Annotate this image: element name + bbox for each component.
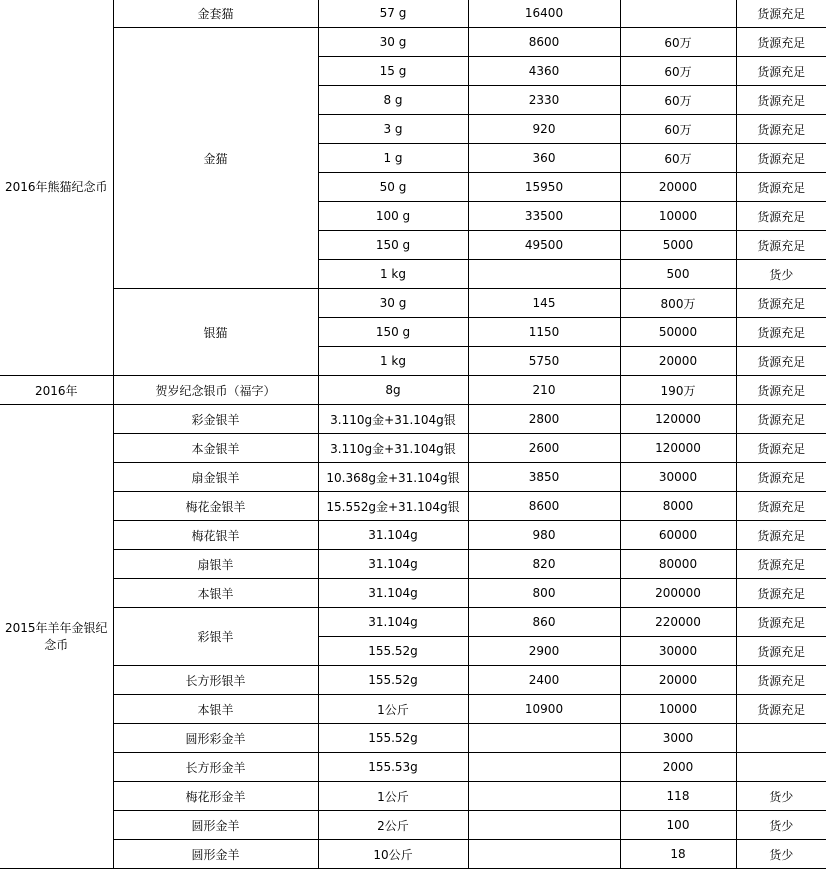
status-cell: 货源充足 (736, 521, 826, 550)
price-cell (468, 260, 620, 289)
spec-cell: 150 g (318, 318, 468, 347)
product-cell: 长方形金羊 (113, 753, 318, 782)
spec-cell: 1 kg (318, 260, 468, 289)
mintage-cell: 60万 (620, 57, 736, 86)
price-cell: 360 (468, 144, 620, 173)
spec-cell: 8g (318, 376, 468, 405)
category-cell: 2016年熊猫纪念币 (0, 0, 113, 376)
price-cell: 2800 (468, 405, 620, 434)
spec-cell: 1公斤 (318, 695, 468, 724)
table-row (0, 0, 826, 28)
table-row (0, 550, 826, 579)
category-cell: 2016年 (0, 376, 113, 405)
spec-cell: 3 g (318, 115, 468, 144)
status-cell (736, 753, 826, 782)
spec-cell: 1公斤 (318, 782, 468, 811)
spec-cell: 57 g (318, 0, 468, 28)
mintage-cell: 20000 (620, 347, 736, 376)
mintage-cell: 190万 (620, 376, 736, 405)
table-row (0, 463, 826, 492)
price-cell: 10900 (468, 695, 620, 724)
price-cell: 3850 (468, 463, 620, 492)
table-row (0, 405, 826, 434)
product-cell: 贺岁纪念银币（福字） (113, 376, 318, 405)
mintage-cell: 60000 (620, 521, 736, 550)
status-cell: 货源充足 (736, 144, 826, 173)
spec-cell: 10.368g金+31.104g银 (318, 463, 468, 492)
spec-cell: 150 g (318, 231, 468, 260)
status-cell: 货源充足 (736, 289, 826, 318)
status-cell: 货源充足 (736, 434, 826, 463)
status-cell: 货源充足 (736, 376, 826, 405)
price-cell: 2600 (468, 434, 620, 463)
mintage-cell: 3000 (620, 724, 736, 753)
table-row (0, 724, 826, 753)
price-cell: 8600 (468, 492, 620, 521)
product-cell: 本银羊 (113, 695, 318, 724)
mintage-cell: 10000 (620, 695, 736, 724)
product-cell: 金套猫 (113, 0, 318, 28)
product-cell: 本银羊 (113, 579, 318, 608)
mintage-cell: 60万 (620, 86, 736, 115)
status-cell: 货源充足 (736, 608, 826, 637)
table-row (0, 840, 826, 869)
status-cell: 货源充足 (736, 231, 826, 260)
mintage-cell: 50000 (620, 318, 736, 347)
status-cell: 货源充足 (736, 695, 826, 724)
price-cell: 16400 (468, 0, 620, 28)
mintage-cell: 60万 (620, 28, 736, 57)
product-cell: 金猫 (113, 28, 318, 289)
spec-cell: 2公斤 (318, 811, 468, 840)
spec-cell: 31.104g (318, 550, 468, 579)
status-cell: 货少 (736, 811, 826, 840)
mintage-cell: 120000 (620, 434, 736, 463)
spec-cell: 155.52g (318, 724, 468, 753)
status-cell: 货源充足 (736, 550, 826, 579)
spec-cell: 8 g (318, 86, 468, 115)
price-cell: 860 (468, 608, 620, 637)
spec-cell: 31.104g (318, 608, 468, 637)
status-cell: 货源充足 (736, 0, 826, 28)
table-row (0, 811, 826, 840)
price-cell (468, 811, 620, 840)
price-cell: 4360 (468, 57, 620, 86)
status-cell: 货源充足 (736, 57, 826, 86)
category-cell: 2015年羊年金银纪念币 (0, 405, 113, 869)
status-cell: 货源充足 (736, 463, 826, 492)
status-cell: 货源充足 (736, 405, 826, 434)
status-cell: 货源充足 (736, 347, 826, 376)
table-row (0, 289, 826, 318)
table-row (0, 28, 826, 57)
spec-cell: 3.110g金+31.104g银 (318, 405, 468, 434)
mintage-cell: 80000 (620, 550, 736, 579)
table-row (0, 608, 826, 637)
product-cell: 扇金银羊 (113, 463, 318, 492)
product-cell: 圆形金羊 (113, 811, 318, 840)
price-cell: 5750 (468, 347, 620, 376)
status-cell: 货源充足 (736, 579, 826, 608)
mintage-cell: 8000 (620, 492, 736, 521)
mintage-cell: 2000 (620, 753, 736, 782)
table-row (0, 376, 826, 405)
price-cell: 210 (468, 376, 620, 405)
status-cell: 货源充足 (736, 492, 826, 521)
price-cell: 2400 (468, 666, 620, 695)
product-cell: 扇银羊 (113, 550, 318, 579)
product-cell: 长方形银羊 (113, 666, 318, 695)
spec-cell: 50 g (318, 173, 468, 202)
status-cell: 货少 (736, 260, 826, 289)
status-cell: 货源充足 (736, 28, 826, 57)
mintage-cell: 60万 (620, 115, 736, 144)
mintage-cell: 800万 (620, 289, 736, 318)
table-row (0, 521, 826, 550)
table-row (0, 695, 826, 724)
mintage-cell: 10000 (620, 202, 736, 231)
table-row (0, 579, 826, 608)
mintage-cell: 60万 (620, 144, 736, 173)
mintage-cell: 5000 (620, 231, 736, 260)
spec-cell: 1 kg (318, 347, 468, 376)
price-cell: 33500 (468, 202, 620, 231)
mintage-cell: 220000 (620, 608, 736, 637)
status-cell: 货少 (736, 840, 826, 869)
price-cell: 980 (468, 521, 620, 550)
product-cell: 本金银羊 (113, 434, 318, 463)
product-cell: 梅花银羊 (113, 521, 318, 550)
mintage-cell: 120000 (620, 405, 736, 434)
mintage-cell: 118 (620, 782, 736, 811)
status-cell: 货源充足 (736, 666, 826, 695)
mintage-cell: 20000 (620, 173, 736, 202)
price-cell (468, 840, 620, 869)
product-cell: 圆形彩金羊 (113, 724, 318, 753)
product-cell: 梅花形金羊 (113, 782, 318, 811)
status-cell: 货源充足 (736, 86, 826, 115)
table-row (0, 782, 826, 811)
status-cell: 货源充足 (736, 637, 826, 666)
spec-cell: 15.552g金+31.104g银 (318, 492, 468, 521)
price-cell: 2900 (468, 637, 620, 666)
status-cell: 货源充足 (736, 115, 826, 144)
product-cell: 梅花金银羊 (113, 492, 318, 521)
spec-cell: 30 g (318, 28, 468, 57)
spec-cell: 1 g (318, 144, 468, 173)
product-cell: 圆形金羊 (113, 840, 318, 869)
price-cell: 8600 (468, 28, 620, 57)
mintage-cell (620, 0, 736, 28)
price-cell: 145 (468, 289, 620, 318)
table-row (0, 434, 826, 463)
price-cell: 2330 (468, 86, 620, 115)
status-cell: 货源充足 (736, 173, 826, 202)
spec-cell: 30 g (318, 289, 468, 318)
mintage-cell: 20000 (620, 666, 736, 695)
spec-cell: 31.104g (318, 579, 468, 608)
price-cell: 920 (468, 115, 620, 144)
spec-cell: 100 g (318, 202, 468, 231)
price-cell: 15950 (468, 173, 620, 202)
status-cell: 货源充足 (736, 318, 826, 347)
product-cell: 彩银羊 (113, 608, 318, 666)
table-row (0, 492, 826, 521)
status-cell: 货源充足 (736, 202, 826, 231)
spec-cell: 155.53g (318, 753, 468, 782)
mintage-cell: 30000 (620, 463, 736, 492)
table-row (0, 753, 826, 782)
spec-cell: 155.52g (318, 637, 468, 666)
product-cell: 银猫 (113, 289, 318, 376)
price-cell (468, 782, 620, 811)
mintage-cell: 500 (620, 260, 736, 289)
price-cell: 1150 (468, 318, 620, 347)
spec-cell: 31.104g (318, 521, 468, 550)
spec-cell: 15 g (318, 57, 468, 86)
price-cell: 800 (468, 579, 620, 608)
mintage-cell: 18 (620, 840, 736, 869)
mintage-cell: 100 (620, 811, 736, 840)
mintage-cell: 200000 (620, 579, 736, 608)
price-cell (468, 753, 620, 782)
spec-cell: 10公斤 (318, 840, 468, 869)
price-cell (468, 724, 620, 753)
price-cell: 820 (468, 550, 620, 579)
spec-cell: 155.52g (318, 666, 468, 695)
mintage-cell: 30000 (620, 637, 736, 666)
price-cell: 49500 (468, 231, 620, 260)
spec-cell: 3.110g金+31.104g银 (318, 434, 468, 463)
product-cell: 彩金银羊 (113, 405, 318, 434)
status-cell: 货少 (736, 782, 826, 811)
table-row (0, 666, 826, 695)
status-cell (736, 724, 826, 753)
